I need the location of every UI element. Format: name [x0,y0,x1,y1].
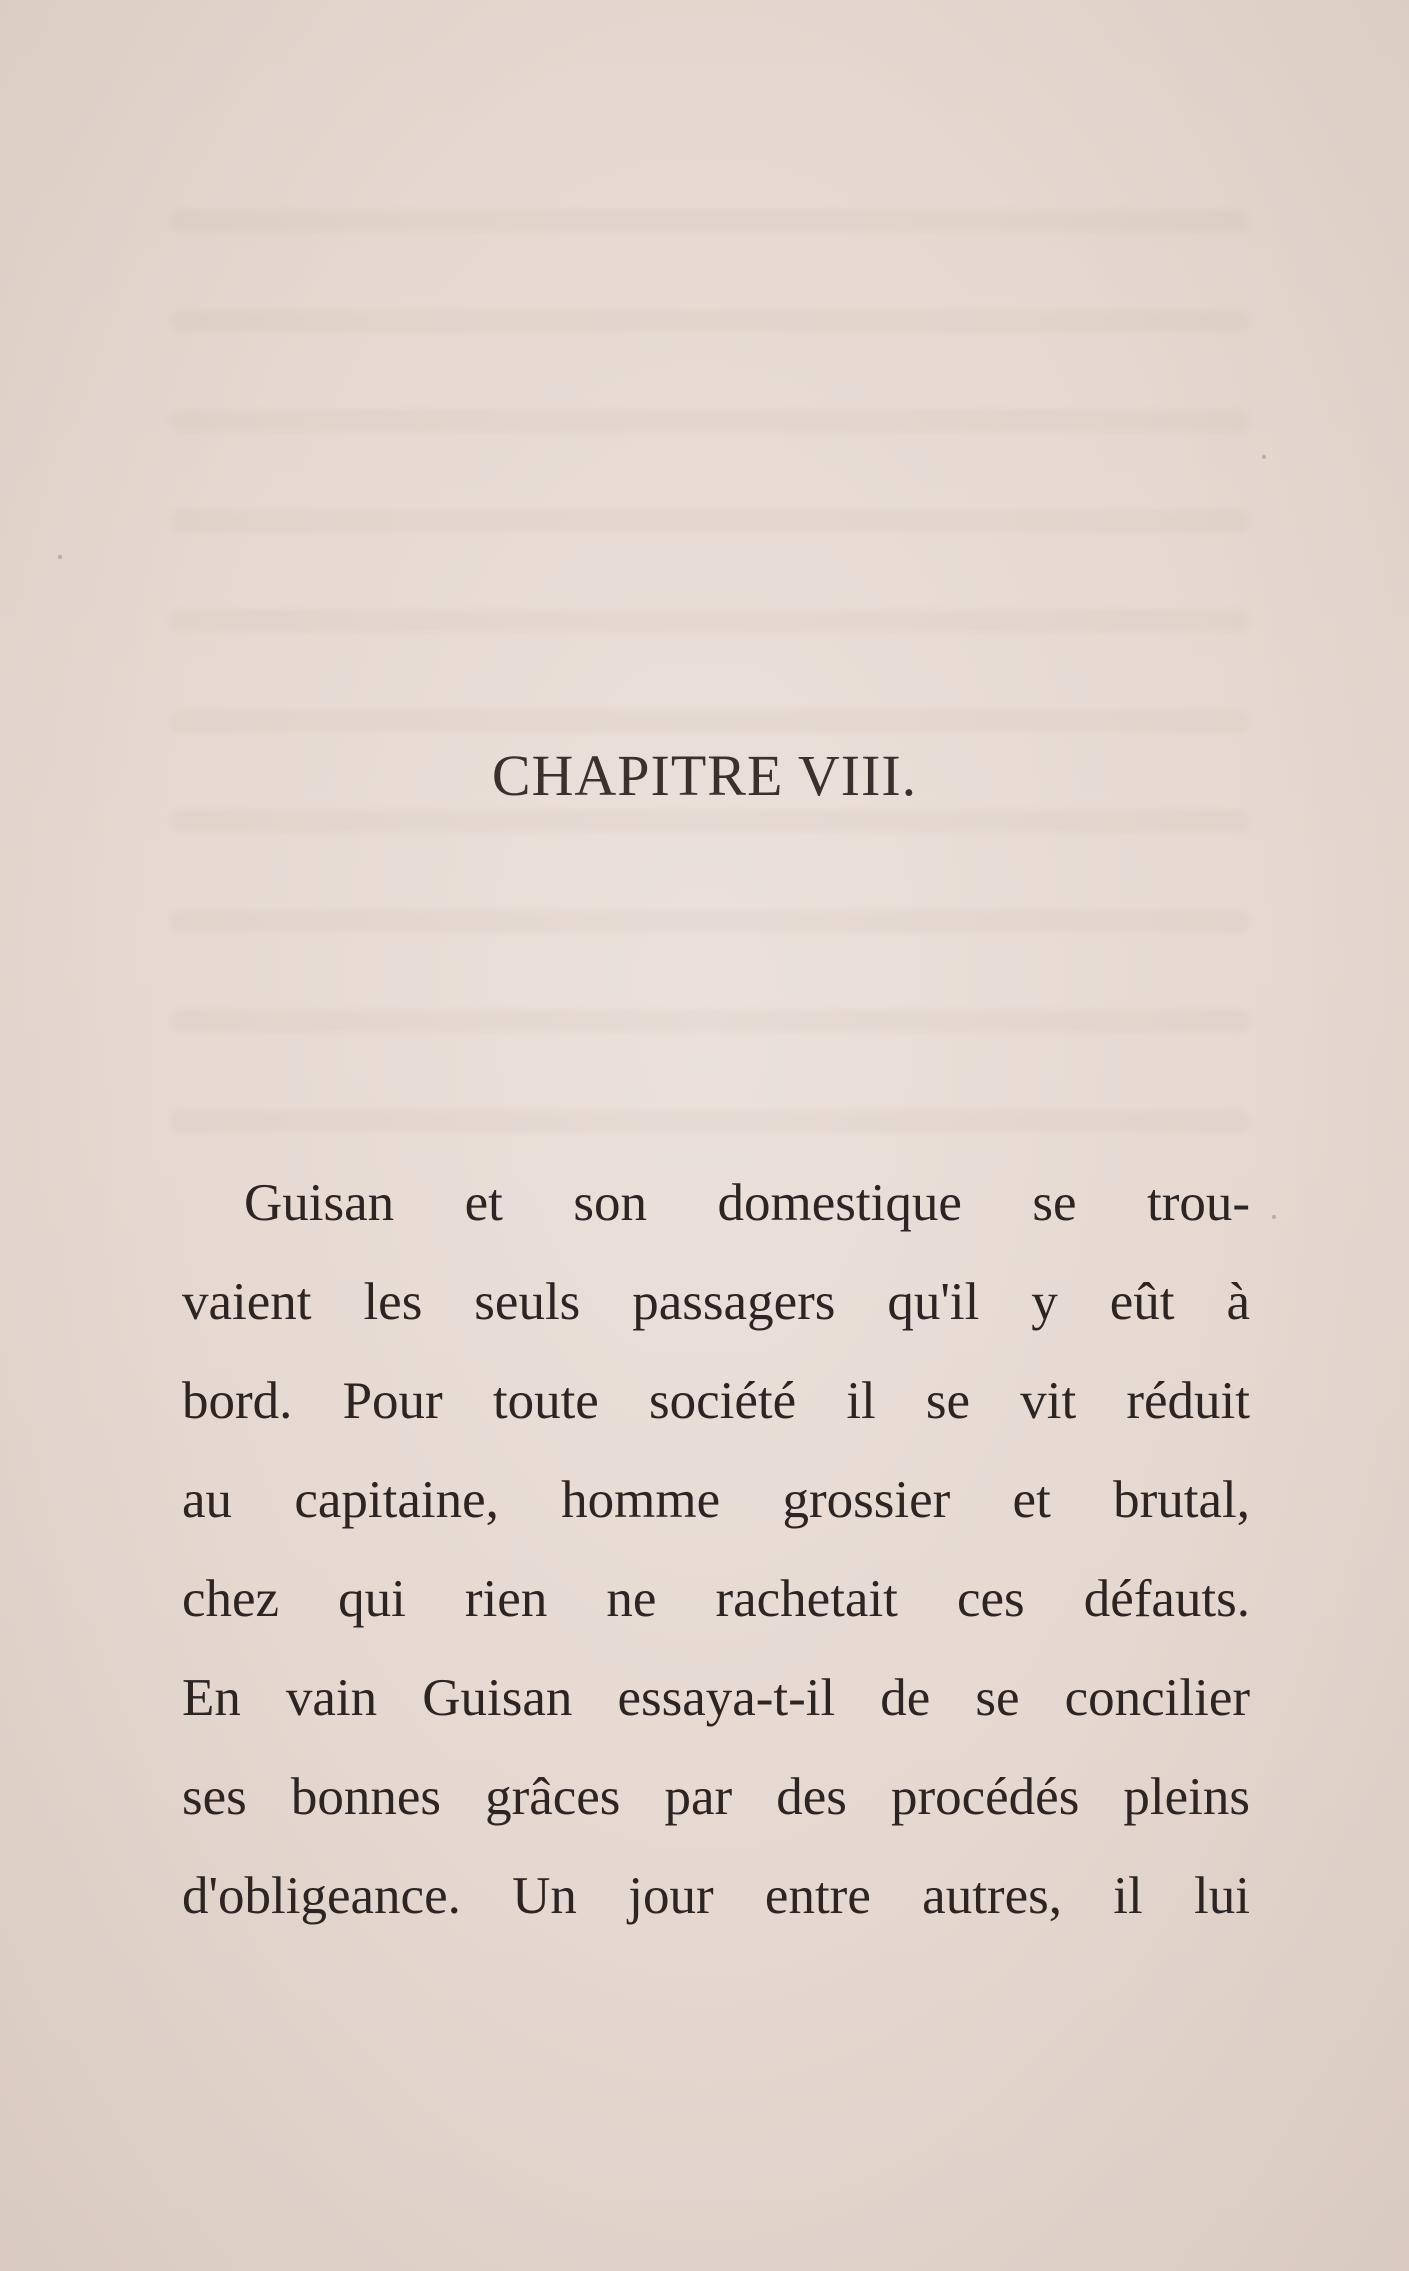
chapter-title: CHAPITRE VIII. [491,743,918,808]
text-line: ses bonnes grâces par des procédés pleins [182,1768,1250,1826]
paper-speck [58,555,62,559]
show-through-line [170,810,1250,832]
show-through-line [170,1010,1250,1032]
paper-speck [1262,455,1266,459]
show-through-line [170,210,1250,232]
text-line: d'obligeance. Un jour entre autres, il lui [182,1867,1250,1925]
show-through-line [170,310,1250,332]
paper-speck [1272,1215,1276,1219]
show-through-line [170,1110,1250,1132]
text-line: En vain Guisan essaya-t-il de se concilier [182,1669,1250,1727]
show-through-line [170,410,1250,432]
show-through-line [170,610,1250,632]
paragraph [182,1154,1250,1946]
text-line: chez qui rien ne rachetait ces défauts. [182,1570,1250,1628]
show-through-line [170,910,1250,932]
show-through-line [170,510,1250,532]
text-line: Guisan et son domestique se trou- [244,1174,1250,1232]
text-line: au capitaine, homme grossier et brutal, [182,1471,1250,1529]
show-through-line [170,710,1250,732]
text-line: vaient les seuls passagers qu'il y eût à [182,1273,1250,1331]
text-line: bord. Pour toute société il se vit réduit [182,1372,1250,1430]
